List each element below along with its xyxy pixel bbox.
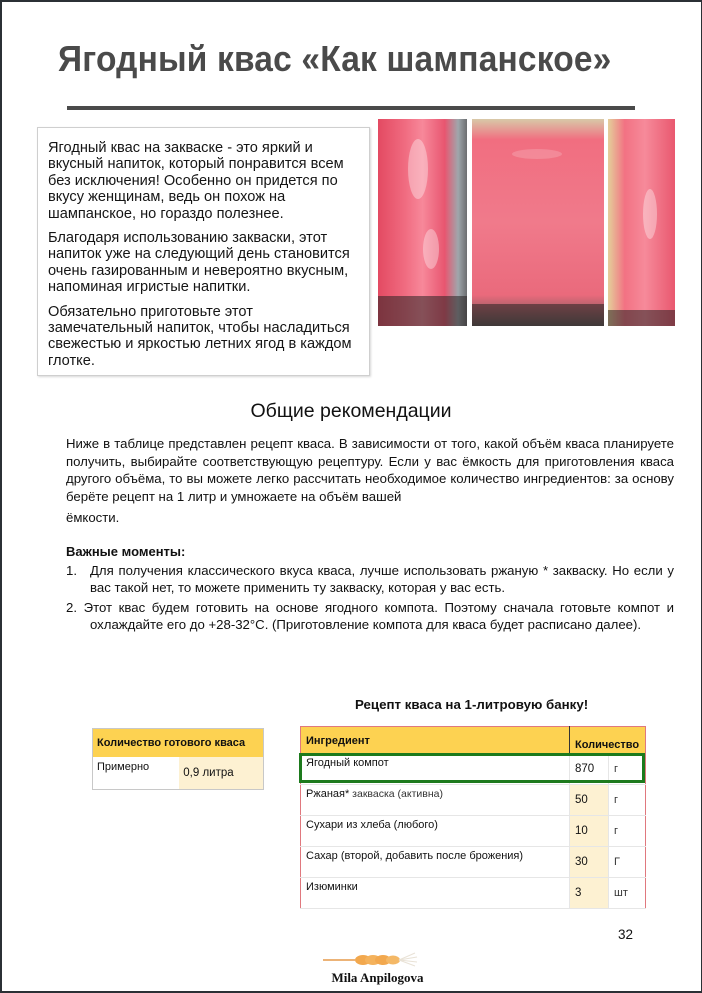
ingredients-table [300,726,646,909]
title-divider [67,106,635,110]
list-item [66,563,674,596]
paragraph-last-line: ёмкости. [66,510,120,526]
intro-paragraph: Обязательно приготовьте этот замечательный напиток, чтобы насладиться свежестью и яркостью летних ягод в каждом глотке. [48,303,352,369]
kvass-bottle-photo [378,119,467,326]
recipe-caption: Рецепт кваса на 1-литровую банку! [355,697,589,712]
column-header-ingredient: Ингредиент [301,727,570,755]
ingredient-amount: 50 [570,785,609,816]
recommendations-paragraph [66,435,674,527]
ingredient-name: Ржаная* закваска (активна) [301,785,570,816]
important-list [66,563,674,637]
table-row [301,785,646,816]
section-heading: Общие рекомендации [250,400,452,422]
brand-logo [315,950,440,990]
ingredient-unit: г [609,816,646,847]
ingredient-amount: 10 [570,816,609,847]
list-text: Для получения классического вкуса кваса, лучше использовать ржаную * закваску. Но если у вас такой нет, то можете применить ту закваску, которая у вас есть. [90,563,674,595]
intro-paragraph: Ягодный квас на закваске - это яркий и вкусный напиток, который понравится всем без исключения! Особенно он придется по вкусу женщинам, ведь он похож на шампанское, но гораздо полезнее. [48,140,344,222]
list-number: 1. [66,563,77,578]
ingredient-name: Ягодный компот [301,754,570,785]
table-row [301,847,646,878]
list-number: 2. [66,600,77,616]
yield-header: Количество готового кваса [93,729,264,758]
paragraph-text: Ниже в таблице представлен рецепт кваса. В зависимости от того, какой объём кваса планируете получить, выбирайте соответствующую рецептуру. Если у вас ёмкость для приготовления кваса другого объёма, то вы можете легко рассчитать необходимое количество ингредиентов: за основу берёте рецепт на 1 литр и умножаете на объём вашей [66,436,674,504]
yield-label: Примерно [97,761,150,773]
ingredient-name: Изюминки [301,878,570,909]
ingredient-name: Сахар (второй, добавить после брожения) [301,847,570,878]
ingredient-unit: Г [609,847,646,878]
ingredient-unit: шт [609,878,646,909]
yield-table [92,728,264,790]
list-item [66,600,674,633]
page-title: Ягодный квас «Как шампанское» [58,38,612,79]
brand-name: Mila Anpilogova [331,970,424,985]
important-heading: Важные моменты: [66,544,186,559]
wheat-ear-icon [315,950,440,972]
intro-box [37,127,370,376]
yield-value: 0,9 литра [179,757,263,790]
table-row [301,754,646,785]
ingredient-amount: 3 [570,878,609,909]
intro-paragraph: Благодаря использованию закваски, этот напиток уже на следующий день становится очень газированным и невероятно вкусным, напоминая игристые напитки. [48,230,350,296]
page-number: 32 [618,927,634,942]
ingredient-unit: г [609,785,646,816]
list-text: Этот квас будем готовить на основе ягодного компота. Поэтому сначала готовьте компот и охлаждайте его до +28-32°С. (Приготовление компота для кваса будет расписано далее). [83,600,674,632]
ingredient-unit: г [609,754,646,785]
column-header-quantity: Количество [570,727,646,755]
table-row [301,878,646,909]
ingredient-amount: 870 [570,754,609,785]
table-row [301,816,646,847]
kvass-glass-photo [472,119,604,326]
kvass-bottle-photo [608,119,675,326]
ingredient-name: Сухари из хлеба (любого) [301,816,570,847]
ingredient-amount: 30 [570,847,609,878]
